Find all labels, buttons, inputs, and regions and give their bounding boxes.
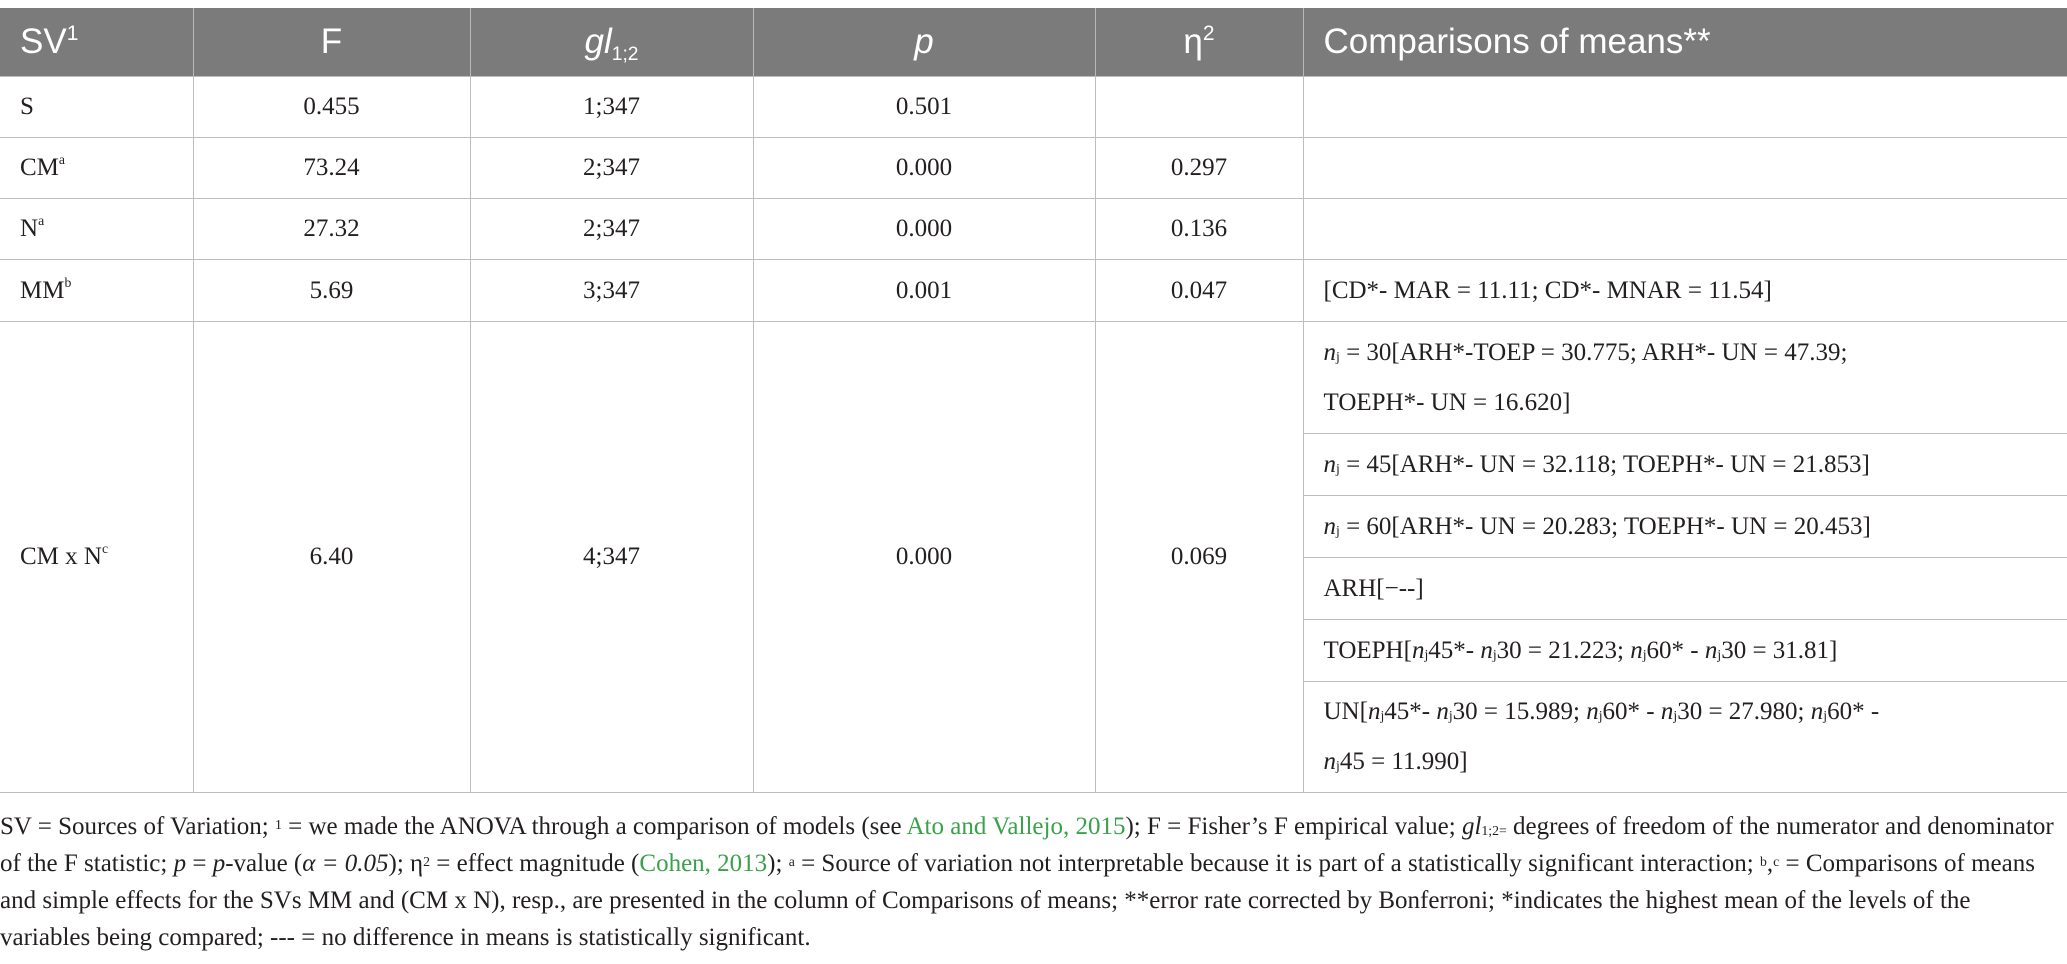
cell-sv: $N^a$ — [0, 199, 193, 260]
comparison-nj60: $n_j = 60[ARH*-$ UN = 20.283; TOEPH*- UN = 20.453] — [1303, 496, 2067, 558]
comparison-nj30: $n_j$ = 30[ARH*-TOEP = 30.775; ARH*- UN = 47.39; TOEPH*- UN = 16.620] — [1303, 322, 2067, 434]
cell-eta: 0.136 — [1095, 199, 1303, 260]
cell-p: 0.501 — [753, 77, 1095, 138]
anova-table — [0, 8, 2067, 793]
header-f: F — [193, 8, 470, 77]
cell-sv: $CM^a$ — [0, 138, 193, 199]
cell-gl: 3;347 — [470, 260, 753, 322]
header-p: p — [753, 8, 1095, 77]
cell-p: 0.000 — [753, 199, 1095, 260]
table-row — [0, 77, 2067, 138]
cell-gl: 2;347 — [470, 199, 753, 260]
header-sv: $SV^1$ — [0, 8, 193, 77]
cell-sv: S — [0, 77, 193, 138]
cell-p: 0.000 — [753, 138, 1095, 199]
cell-eta — [1095, 77, 1303, 138]
cell-gl: 2;347 — [470, 138, 753, 199]
cell-comparisons — [1303, 138, 2067, 199]
cell-f: 0.455 — [193, 77, 470, 138]
cell-sv: CM x $N^c$ — [0, 322, 193, 793]
cell-comparisons — [1303, 199, 2067, 260]
header-row — [0, 8, 2067, 77]
comparison-nj45: $n_j = 45[ARH*-$ UN = 32.118; TOEPH*- UN = 21.853] — [1303, 434, 2067, 496]
cell-p: 0.001 — [753, 260, 1095, 322]
cell-f: 5.69 — [193, 260, 470, 322]
table-footnotes — [0, 808, 2060, 956]
cell-comparisons — [1303, 77, 2067, 138]
footnote-text: SV = Sources of Variation; $^1$ = we made the ANOVA through a comparison of models (see Ato and Vallejo, 2015); F = Fisher’s F empirical value; $gl_{1;2=}$ degrees of freedom of the numerator and denominator of the F statistic; p = p-value (α = 0.05); $\eta^2$ = effect magnitude (Cohen, 2013); $^a$ = Source of variation not interpretable because it is part of a statistically significant interaction; $^b$,$^c$ = Comparisons of means and simple effects for the SVs MM and (CM x N), resp., are presented in the column of Comparisons of means; **error rate corrected by Bonferroni; *indicates the highest mean of the levels of the variables being compared; --- = no difference in means is statistically significant. — [0, 813, 2054, 951]
cell-sv: $MM^b$ — [0, 260, 193, 322]
cell-eta: 0.297 — [1095, 138, 1303, 199]
header-gl: $gl_{1;2}$ — [470, 8, 753, 77]
table-row — [0, 322, 2067, 434]
header-comparisons: Comparisons of means** — [1303, 8, 2067, 77]
comparison-arh: ARH[−--] — [1303, 558, 2067, 620]
table-row — [0, 199, 2067, 260]
cell-eta: 0.069 — [1095, 322, 1303, 793]
cell-eta: 0.047 — [1095, 260, 1303, 322]
comparison-toeph: $TOEPH[n_j45*-$ $n_j30 = 21.223$; $n_j60* - n_j30 = 31.81$] — [1303, 620, 2067, 682]
header-eta: $\eta^2$ — [1095, 8, 1303, 77]
cell-f: 27.32 — [193, 199, 470, 260]
citation-link-cohen[interactable]: Cohen, 2013 — [639, 850, 768, 877]
cell-gl: 4;347 — [470, 322, 753, 793]
cell-comparisons: [CD*- MAR = 11.11; CD*- MNAR = 11.54] — [1303, 260, 2067, 322]
cell-gl: 1;347 — [470, 77, 753, 138]
table-row — [0, 260, 2067, 322]
cell-f: 73.24 — [193, 138, 470, 199]
cell-f: 6.40 — [193, 322, 470, 793]
citation-link-ato[interactable]: Ato and Vallejo, 2015 — [906, 813, 1126, 840]
comparison-un: $UN[n_j45*-$ $n_j30 = 15.989$; $n_j60* - n_j30 = 27.980$; $n_j60*$ - $n_j45 = 11.990$] — [1303, 682, 2067, 793]
table-row — [0, 138, 2067, 199]
cell-p: 0.000 — [753, 322, 1095, 793]
